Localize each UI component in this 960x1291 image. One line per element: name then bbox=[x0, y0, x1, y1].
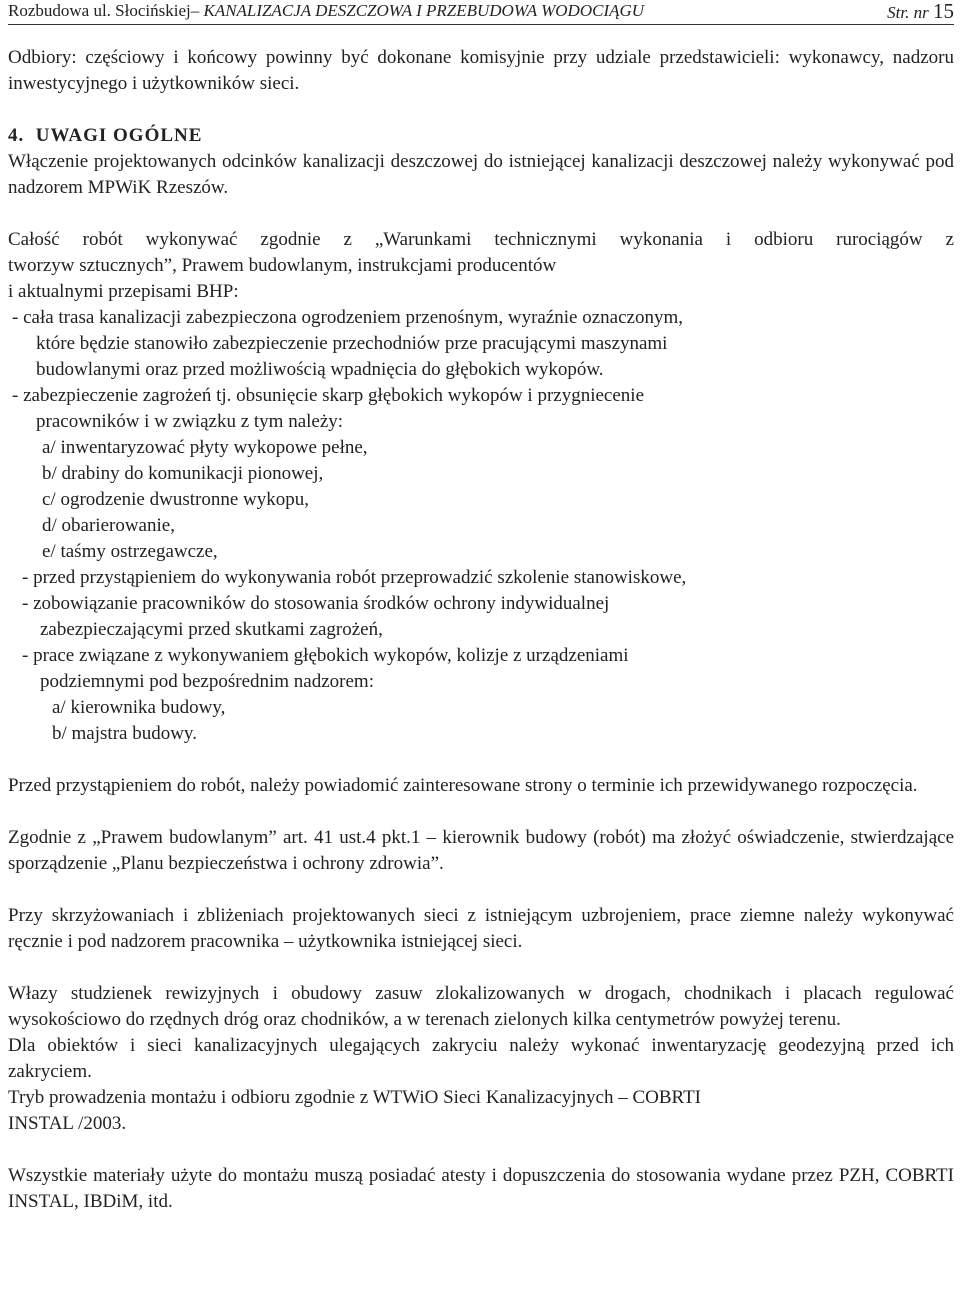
paragraph-tryb bbox=[8, 1085, 954, 1137]
sub-list-item: d/ obarierowanie, bbox=[42, 515, 175, 536]
list-item-continuation: które będzie stanowiło zabezpieczenie przechodniów prze pracującymi maszynami bbox=[36, 333, 668, 354]
header-page-number: 15 bbox=[933, 0, 954, 23]
header-left-italic: KANALIZACJA DESZCZOWA I PRZEBUDOWA WODOCIĄGU bbox=[203, 1, 645, 20]
paragraph-calosc bbox=[8, 227, 954, 305]
section-heading bbox=[8, 123, 954, 149]
sub-list-item: b/ drabiny do komunikacji pionowej, bbox=[42, 463, 324, 484]
section-number: 4. bbox=[8, 125, 25, 146]
paragraph-odbiory: Odbiory: częściowy i końcowy powinny być dokonane komisyjnie przy udziale przedstawicieli: wykonawcy, nadzoru inwestycyjnego i użytkowników sieci. bbox=[8, 47, 954, 94]
tryb-line-1: Tryb prowadzenia montażu i odbioru zgodnie z WTWiO Sieci Kanalizacyjnych – COBRTI bbox=[8, 1087, 702, 1108]
page-header bbox=[8, 0, 954, 25]
list-item: - cała trasa kanalizacji zabezpieczona ogrodzeniem przenośnym, wyraźnie oznaczonym, bbox=[12, 307, 683, 328]
header-page bbox=[887, 0, 954, 24]
list-item: - zabezpieczenie zagrożeń tj. obsunięcie skarp głębokich wykopów i przygniecenie bbox=[12, 385, 645, 406]
calosc-line-1: Całość robót wykonywać zgodnie z „Warunkami technicznymi wykonania i odbioru rurociągów z bbox=[8, 229, 954, 250]
bhp-list bbox=[8, 305, 954, 747]
list-item: - zobowiązanie pracowników do stosowania środków ochrony indywidualnej bbox=[22, 593, 610, 614]
tryb-line-2: INSTAL /2003. bbox=[8, 1113, 127, 1134]
paragraph-skrzyzowania: Przy skrzyżowaniach i zbliżeniach projektowanych sieci z istniejącym uzbrojeniem, prace ziemne należy wykonywać ręcznie i pod nadzorem pracownika – użytkownika istniejącej sieci. bbox=[8, 905, 954, 952]
list-item-continuation: budowlanymi oraz przed możliwością wpadnięcia do głębokich wykopów. bbox=[36, 359, 604, 380]
sub-list-item: c/ ogrodzenie dwustronne wykopu, bbox=[42, 489, 309, 510]
paragraph-prawo-budowlane: Zgodnie z „Prawem budowlanym” art. 41 ust.4 pkt.1 – kierownik budowy (robót) ma złożyć oświadczenie, stwierdzające sporządzenie „Planu bezpieczeństwa i ochrony zdrowia”. bbox=[8, 827, 954, 874]
header-title bbox=[8, 0, 644, 22]
section-title: UWAGI OGÓLNE bbox=[35, 125, 203, 146]
list-item: - prace związane z wykonywaniem głębokich wykopów, kolizje z urządzeniami bbox=[22, 645, 629, 666]
list-item-continuation: pracowników i w związku z tym należy: bbox=[36, 411, 344, 432]
calosc-line-2: tworzyw sztucznych”, Prawem budowlanym, instrukcjami producentów bbox=[8, 255, 557, 276]
paragraph-inwentaryzacja: Dla obiektów i sieci kanalizacyjnych ulegających zakryciu należy wykonać inwentaryzację geodezyjną przed ich zakryciem. bbox=[8, 1035, 954, 1082]
calosc-line-3: i aktualnymi przepisami BHP: bbox=[8, 281, 239, 302]
list-item-continuation: zabezpieczającymi przed skutkami zagrożeń, bbox=[40, 619, 383, 640]
sub-list-item: e/ taśmy ostrzegawcze, bbox=[42, 541, 218, 562]
document-body bbox=[8, 45, 954, 1215]
list-item: - przed przystąpieniem do wykonywania robót przeprowadzić szkolenie stanowiskowe, bbox=[22, 567, 687, 588]
paragraph-wlaczenie: Włączenie projektowanych odcinków kanalizacji deszczowej do istniejącej kanalizacji deszczowej należy wykonywać pod nadzorem MPWiK Rzeszów. bbox=[8, 151, 954, 198]
paragraph-przed: Przed przystąpieniem do robót, należy powiadomić zainteresowane strony o terminie ich przewidywanego rozpoczęcia. bbox=[8, 775, 918, 796]
paragraph-wlazy: Włazy studzienek rewizyjnych i obudowy zasuw zlokalizowanych w drogach, chodnikach i placach regulować wysokościowo do rzędnych dróg oraz chodników, a w terenach zielonych kilka centymetrów powyżej terenu. bbox=[8, 983, 954, 1030]
paragraph-materialy: Wszystkie materiały użyte do montażu muszą posiadać atesty i dopuszczenia do stosowania wydane przez PZH, COBRTI INSTAL, IBDiM, itd. bbox=[8, 1165, 954, 1212]
list-item-continuation: podziemnymi pod bezpośrednim nadzorem: bbox=[40, 671, 374, 692]
sub-list-item: b/ majstra budowy. bbox=[52, 723, 197, 744]
header-left-plain: Rozbudowa ul. Słocińskiej– bbox=[8, 1, 204, 20]
header-page-label: Str. nr bbox=[887, 3, 933, 22]
sub-list-item: a/ kierownika budowy, bbox=[52, 697, 226, 718]
sub-list-item: a/ inwentaryzować płyty wykopowe pełne, bbox=[42, 437, 368, 458]
